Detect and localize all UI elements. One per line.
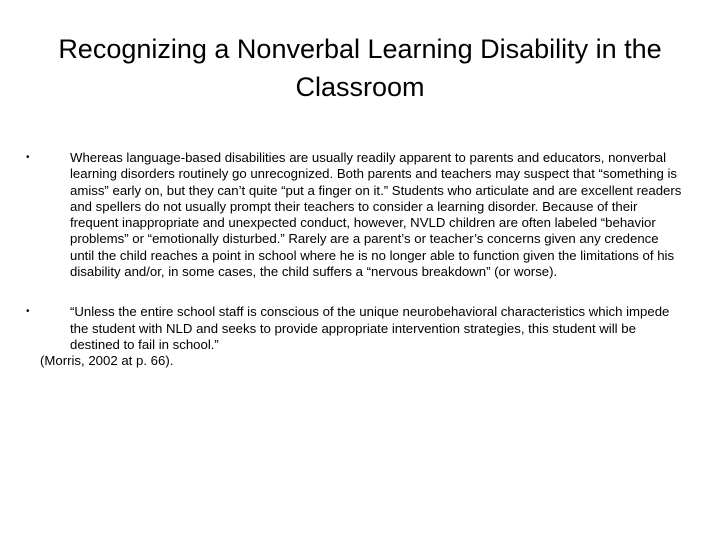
citation: (Morris, 2002 at p. 66).: [40, 353, 174, 369]
bullet-item: [26, 150, 686, 280]
slide-title: Recognizing a Nonverbal Learning Disability in the Classroom: [58, 34, 662, 102]
bullet-dot-icon: •: [26, 152, 30, 163]
bullet-item: [26, 304, 686, 353]
bullet-dot-icon: •: [26, 306, 30, 318]
bullet-text: Whereas language-based disabilities are usually readily apparent to parents and educators, nonverbal learning disorders routinely go unrecognized. Both parents and teachers may suspect that “something is amiss” early on, but they can’t quite “put a finger on it.” Students who articulate and are excellent readers and spellers do not usually prompt their teachers to consider a learning disorder. Because of their frequent inappropriate and unexpected conduct, however, NVLD children are often labeled “behavior problems” or “emotionally disturbed.” Rarely are a parent’s or teacher’s concerns given any credence until the child reaches a point in school where he is no longer able to function given the limitations of his disability and/or, in some cases, the child suffers a “nervous breakdown” (or worse).: [70, 150, 682, 280]
quote-text: “Unless the entire school staff is conscious of the unique neurobehavioral characteristics which impede the student with NLD and seeks to provide appropriate intervention strategies, this student will be destined to fail in school.”: [70, 304, 670, 352]
slide-body: [26, 150, 686, 370]
